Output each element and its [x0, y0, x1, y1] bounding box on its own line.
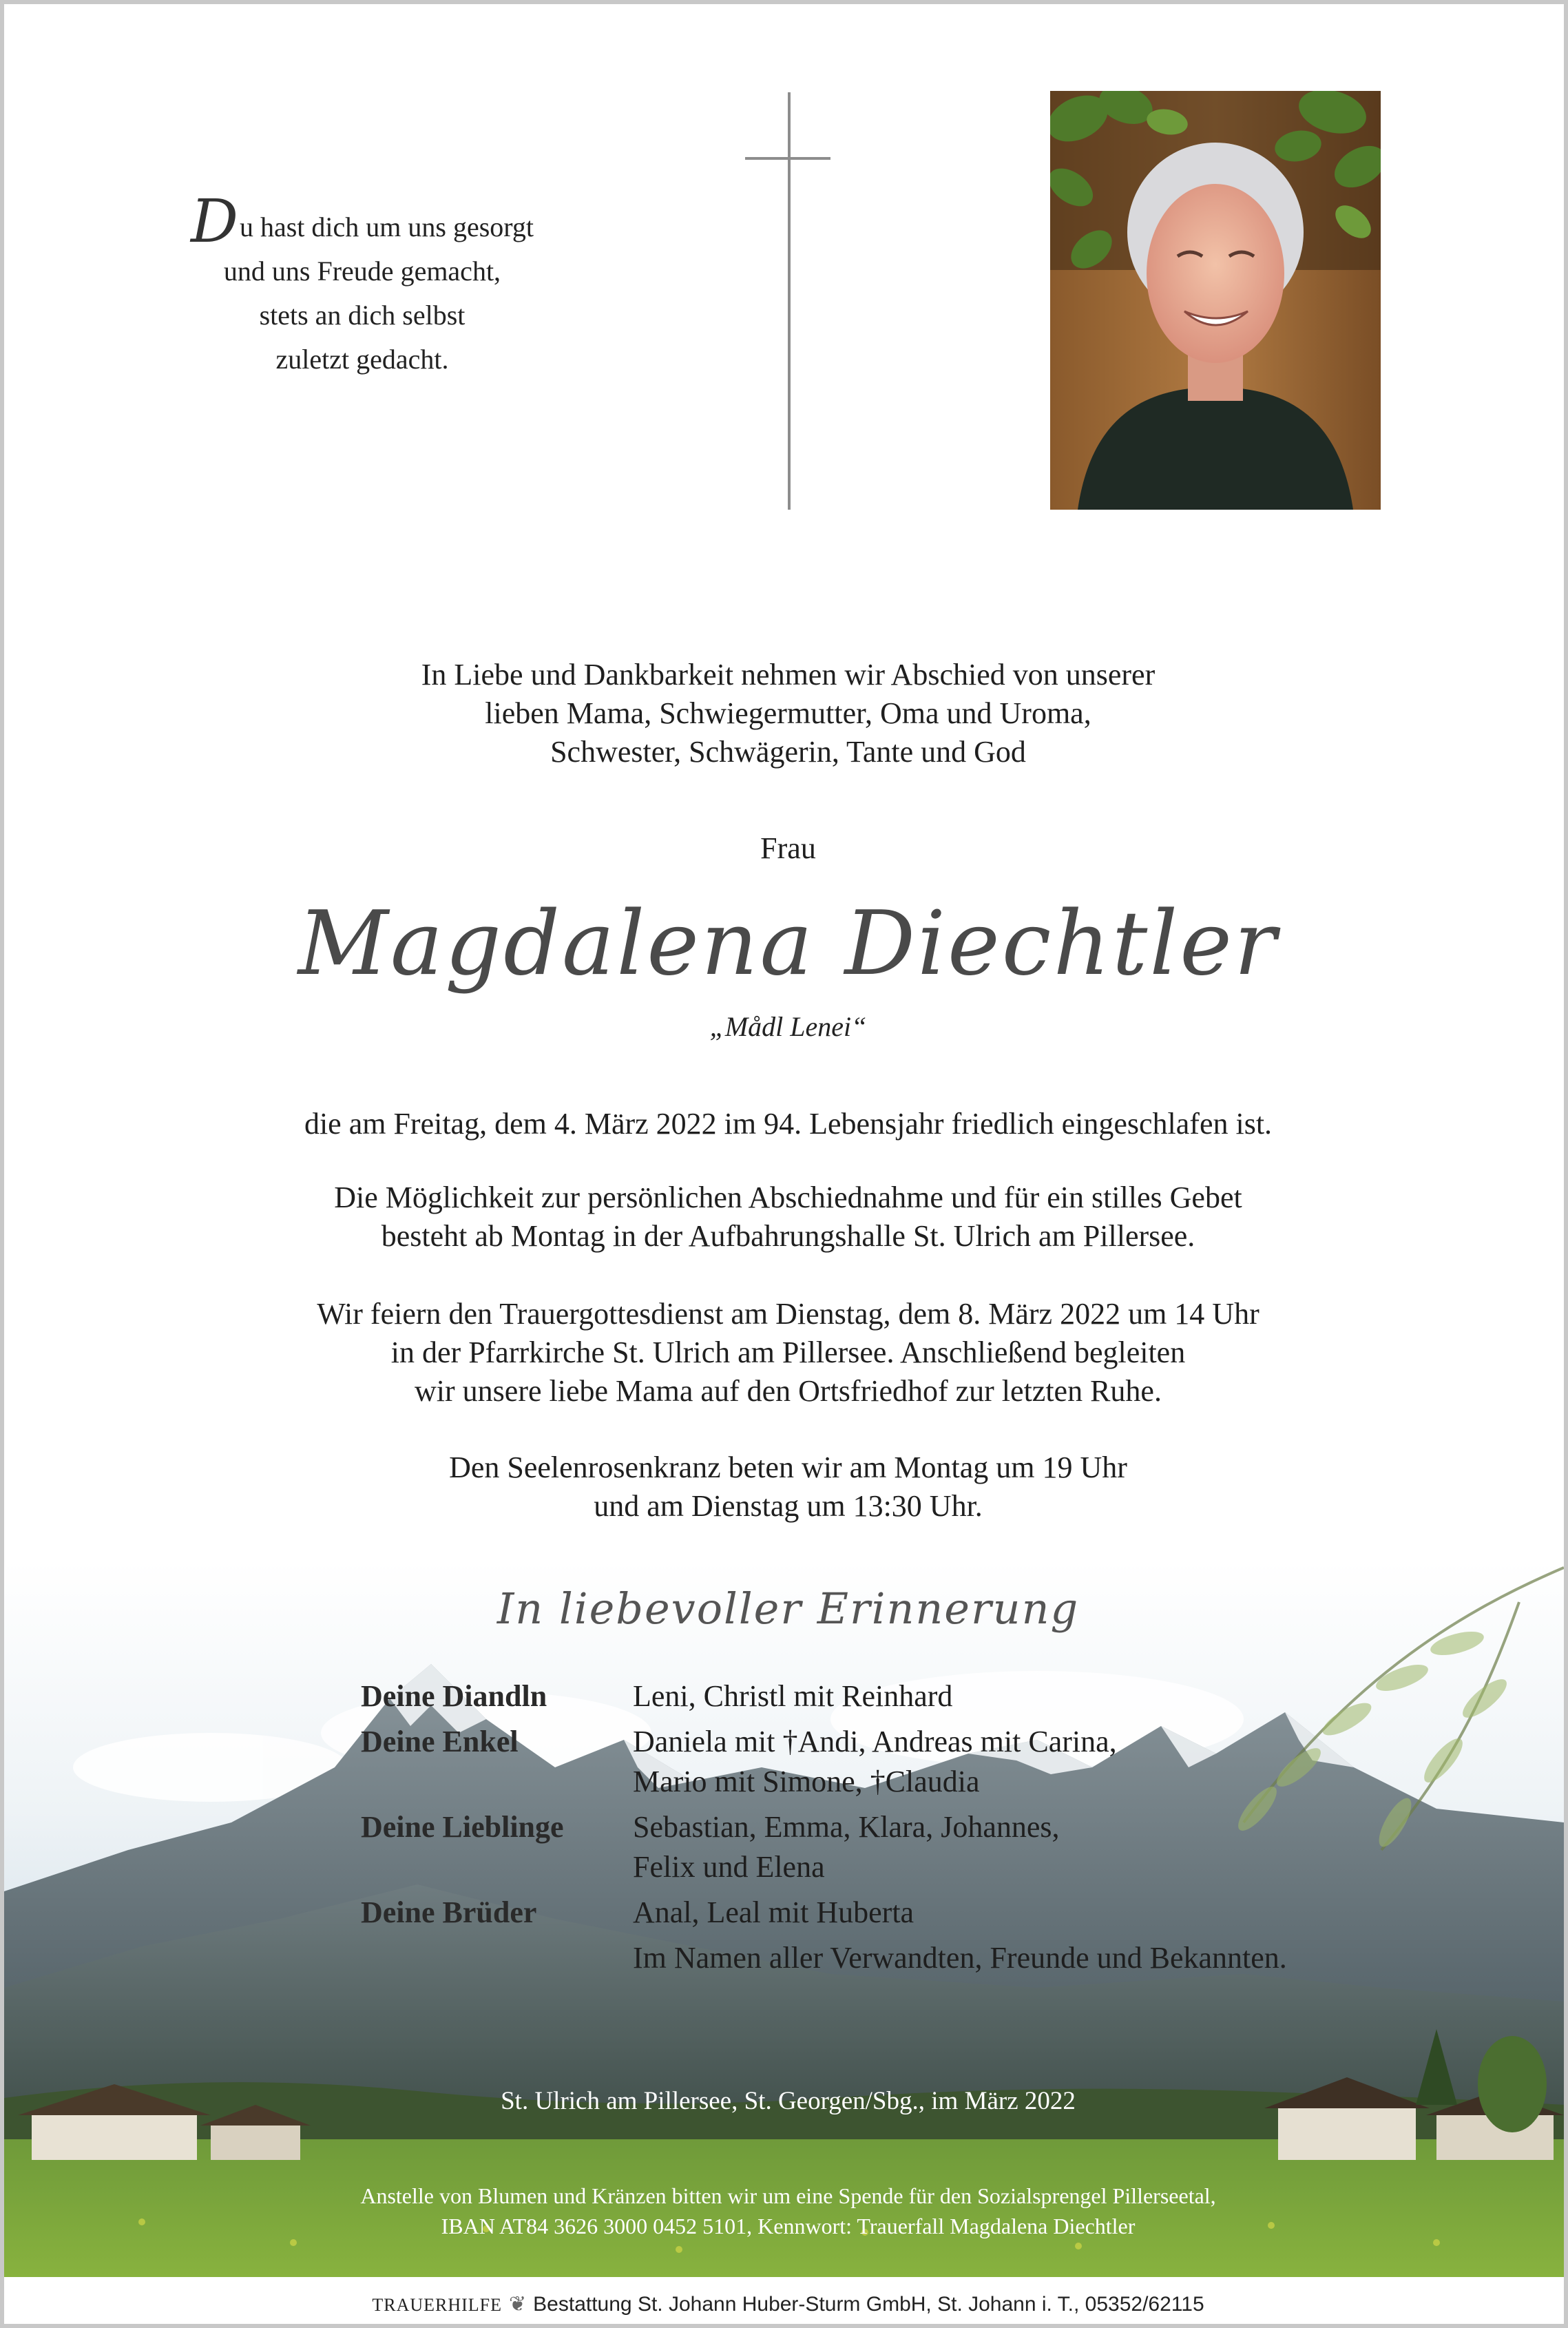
intro-line-1: In Liebe und Dankbarkeit nehmen wir Abschied von unserer: [421, 658, 1156, 692]
rosary-info: [4, 1448, 1568, 1526]
service-line-1: Wir feiern den Trauergottesdienst am Dienstag, dem 8. März 2022 um 14 Uhr: [317, 1297, 1259, 1331]
survivor-label: Deine Lieblinge: [361, 1810, 564, 1844]
survivor-label: [361, 1938, 633, 1978]
survivor-label: Deine Brüder: [361, 1895, 537, 1929]
donation-note: [4, 2181, 1568, 2241]
nickname: „Mådl Lenei“: [709, 1011, 867, 1042]
intro-text: [4, 656, 1568, 771]
footer-brand: TRAUERHILFE: [372, 2295, 503, 2315]
survivor-names: Anal, Leal mit Huberta: [633, 1895, 914, 1929]
service-line-2: in der Pfarrkirche St. Ulrich am Pillersee. Anschließend begleiten: [390, 1336, 1186, 1369]
poem-line-2: und uns Freude gemacht,: [223, 256, 501, 287]
rosary-line-1: Den Seelenrosenkranz beten wir am Montag um 19 Uhr: [449, 1451, 1127, 1484]
poem-line-3: stets an dich selbst: [259, 300, 466, 331]
poem: [156, 187, 569, 382]
viewing-info: [4, 1178, 1568, 1256]
survivor-row-all: [361, 1938, 1463, 1978]
title-frau: Frau: [760, 831, 816, 865]
survivor-row-diandln: [361, 1676, 1463, 1716]
survivor-row-enkel: [361, 1722, 1463, 1802]
place-date: St. Ulrich am Pillersee, St. Georgen/Sbg., im März 2022: [501, 2087, 1076, 2115]
survivor-row-lieblinge: [361, 1807, 1463, 1887]
intro-line-3: Schwester, Schwägerin, Tante und God: [550, 735, 1026, 769]
donation-line-2: IBAN AT84 3626 3000 0452 5101, Kennwort: Trauerfall Magdalena Diechtler: [441, 2214, 1136, 2238]
viewing-line-1: Die Möglichkeit zur persönlichen Abschiednahme und für ein stilles Gebet: [334, 1181, 1242, 1214]
portrait-photo: [1050, 91, 1381, 510]
donation-line-1: Anstelle von Blumen und Kränzen bitten wir um eine Spende für den Sozialsprengel Pillerseetal,: [360, 2183, 1216, 2208]
intro-line-2: lieben Mama, Schwiegermutter, Oma und Uroma,: [485, 696, 1091, 730]
service-info: [4, 1295, 1568, 1411]
feather-icon: ❦: [509, 2293, 527, 2316]
service-line-3: wir unsere liebe Mama auf den Ortsfriedhof zur letzten Ruhe.: [415, 1374, 1162, 1408]
memory-heading: In liebevoller Erinnerung: [496, 1583, 1080, 1634]
survivor-label: Deine Enkel: [361, 1725, 519, 1758]
deceased-name: Magdalena Diechtler: [297, 893, 1279, 995]
survivor-names: Daniela mit †Andi, Andreas mit Carina, Mario mit Simone, †Claudia: [633, 1725, 1117, 1798]
footer: [4, 2289, 1568, 2320]
survivor-names: Im Namen aller Verwandten, Freunde und Bekannten.: [633, 1941, 1287, 1975]
survivor-row-brueder: [361, 1893, 1463, 1933]
survivor-names: Sebastian, Emma, Klara, Johannes, Felix und Elena: [633, 1810, 1060, 1884]
survivor-label: Deine Diandln: [361, 1679, 547, 1713]
poem-drop-letter: D: [191, 187, 238, 256]
viewing-line-2: besteht ab Montag in der Aufbahrungshalle St. Ulrich am Pillersee.: [381, 1219, 1195, 1253]
death-line: die am Freitag, dem 4. März 2022 im 94. Lebensjahr friedlich eingeschlafen ist.: [304, 1107, 1273, 1141]
footer-text: Bestattung St. Johann Huber-Sturm GmbH, St. Johann i. T., 05352/62115: [533, 2293, 1204, 2316]
rosary-line-2: und am Dienstag um 13:30 Uhr.: [594, 1489, 983, 1523]
poem-line-4: zuletzt gedacht.: [275, 344, 449, 375]
survivors-list: [361, 1676, 1463, 1984]
survivor-names: Leni, Christl mit Reinhard: [633, 1679, 953, 1713]
poem-line-1: Du hast dich um uns gesorgt: [191, 187, 534, 256]
